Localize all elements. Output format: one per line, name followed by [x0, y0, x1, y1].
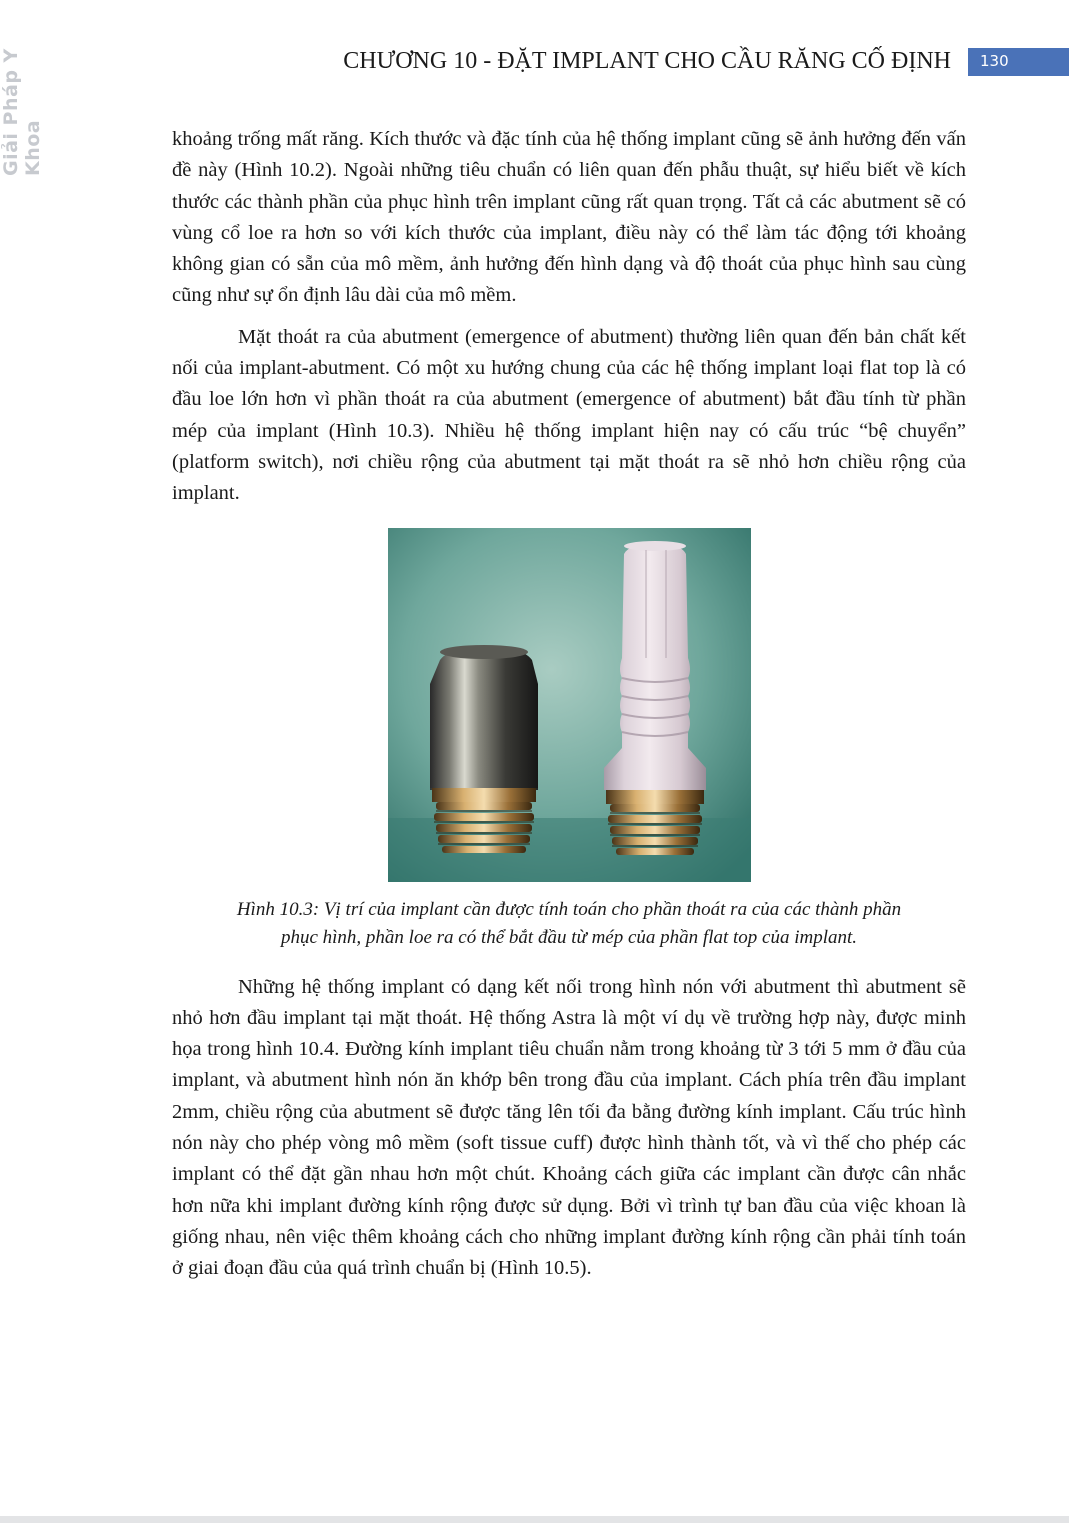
abutment-photo — [388, 528, 751, 882]
page-header — [0, 44, 1069, 84]
caption-line-2: phục hình, phần loe ra có thể bắt đầu từ mép của phần flat top của implant. — [280, 926, 858, 948]
paragraph-1: khoảng trống mất răng. Kích thước và đặc tính của hệ thống implant cũng sẽ ảnh hưởng đến vấn đề này (Hình 10.2). Ngoài những tiêu chuẩn có liên quan đến phẫu thuật, sự hiểu biết về kích thước các thành phần của phục hình trên implant cũng rất quan trọng. Tất cả các abutment sẽ có vùng cổ loe ra hơn so với kích thước của implant, điều này có thể làm tác động tới khoảng không gian có sẵn của mô mềm, ảnh hưởng đến hình dạng và độ thoát của phục hình sau cùng cũng như sự ổn định lâu dài của mô mềm. — [172, 128, 966, 307]
figure-caption — [172, 896, 966, 952]
page-content — [172, 124, 966, 1285]
chapter-title: CHƯƠNG 10 - ĐẶT IMPLANT CHO CẦU RĂNG CỐ ĐỊNH — [343, 48, 951, 74]
page-number: 130 — [980, 52, 1009, 70]
bottom-rule — [0, 1516, 1069, 1523]
page-number-badge — [968, 48, 1069, 76]
side-watermark: Giải Pháp Y Khoa — [0, 48, 44, 176]
caption-line-1: Hình 10.3: Vị trí của implant cần được tính toán cho phần thoát ra của các thành phần — [236, 898, 902, 920]
paragraph-3: Những hệ thống implant có dạng kết nối trong hình nón với abutment thì abutment sẽ nhỏ hơn đầu implant tại mặt thoát. Hệ thống Astra là một ví dụ về trường hợp này, được minh họa trong hình 10.4. Đường kính implant tiêu chuẩn nằm trong khoảng từ 3 tới 5 mm ở đầu của implant, và abutment hình nón ăn khớp bên trong đầu của implant. Cách phía trên đầu implant 2mm, chiều rộng của abutment sẽ được tăng lên tối đa bằng đường kính implant. Cấu trúc hình nón này cho phép vòng mô mềm (soft tissue cuff) được hình thành tốt, và vì thế cho phép các implant có thể đặt gần nhau hơn một chút. Khoảng cách giữa các implant cần được cân nhắc hơn nữa khi implant đường kính rộng được sử dụng. Bởi vì trình tự ban đầu của việc khoan là giống nhau, nên việc thêm khoảng cách cho những implant đường kính rộng cần phải tính toán ở giai đoạn đầu của quá trình chuẩn bị (Hình 10.5). — [172, 975, 966, 1280]
metal-abutment — [430, 645, 538, 853]
figure-10-3 — [172, 528, 966, 952]
paragraph-2: Mặt thoát ra của abutment (emergence of abutment) thường liên quan đến bản chất kết nối của implant-abutment. Có một xu hướng chung của các hệ thống implant loại flat top là có đầu loe lớn hơn vì phần thoát ra của abutment (emergence of abutment) bắt đầu tính từ phần mép của implant (Hình 10.3). Nhiều hệ thống implant hiện nay có cấu trúc “bệ chuyển” (platform switch), nơi chiều rộng của abutment tại mặt thoát ra sẽ nhỏ hơn chiều rộng của implant. — [172, 325, 966, 505]
